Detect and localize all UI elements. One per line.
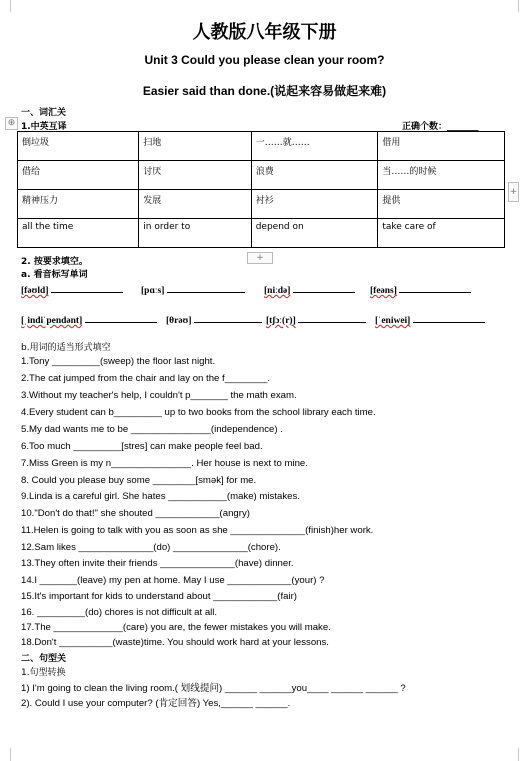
- vocab-table: [17, 131, 505, 248]
- sentence-item: 15.It's important for kids to understand about ____________(fair): [21, 591, 297, 602]
- table-cell[interactable]: in order to: [139, 219, 251, 248]
- table-row: [18, 132, 505, 161]
- phonetic-item: [pɑːs]: [141, 283, 245, 296]
- transform-question: 1) I'm going to clean the living room.( 划线提问) ______ ______you____ ______ ______ ?: [21, 683, 406, 694]
- table-cell[interactable]: 发展: [139, 190, 251, 219]
- unit-title: Unit 3 Could you please clean your room?: [144, 53, 385, 67]
- table-cell[interactable]: 借给: [18, 161, 139, 190]
- table-cell[interactable]: 扫地: [139, 132, 251, 161]
- sentence-item: 10."Don't do that!" she shouted ____________(angry): [21, 508, 250, 519]
- phonetic-item: [fəʊld]: [21, 283, 123, 296]
- phonetic-item: [ˌindiˈpendənt]: [21, 313, 157, 326]
- subsection-translation-heading: 1.中英互译: [21, 122, 67, 132]
- sentence-item: 8. Could you please buy some ________[smәk] for me.: [21, 475, 257, 486]
- sentence-item: 17.The _____________(care) you are, the fewer mistakes you will make.: [21, 622, 331, 633]
- page-title: 人教版八年级下册: [192, 22, 337, 43]
- table-cell[interactable]: 倒垃圾: [18, 132, 139, 161]
- add-row-button[interactable]: +: [247, 252, 273, 264]
- sentence-transform-heading: 1.句型转换: [21, 668, 66, 678]
- sentence-item: 1.Tony _________(sweep) the floor last night.: [21, 356, 216, 367]
- phonetics-heading: a. 看音标写单词: [21, 270, 88, 280]
- score-label: 正确个数：_______: [402, 122, 479, 132]
- sentence-item: 14.I _______(leave) my pen at home. May I use ____________(your) ?: [21, 575, 325, 586]
- sentence-item: 4.Every student can b_________ up to two books from the school library each time.: [21, 407, 376, 418]
- table-cell[interactable]: 衬衫: [251, 190, 378, 219]
- margin-mark-top-left: [10, 0, 11, 12]
- phonetic-item: [tʃɔː(r)]: [266, 313, 366, 326]
- table-cell[interactable]: 一……就……: [251, 132, 378, 161]
- margin-mark-top-right: [518, 0, 519, 12]
- add-column-button[interactable]: +: [508, 182, 519, 202]
- table-row: [18, 190, 505, 219]
- sentence-item: 7.Miss Green is my n_______________. Her house is next to mine.: [21, 458, 308, 469]
- table-cell[interactable]: 提供: [378, 190, 505, 219]
- section-sentence-heading: 二、句型关: [21, 654, 67, 664]
- margin-mark-bottom-left: [10, 748, 11, 761]
- table-cell[interactable]: 浪费: [251, 161, 378, 190]
- sentence-item: 5.My dad wants me to be _______________(independence) .: [21, 424, 283, 435]
- table-cell[interactable]: 当……的时候: [378, 161, 505, 190]
- phonetic-item: [feəns]: [370, 283, 471, 296]
- sentence-item: 12.Sam likes ______________(do) ______________(chore).: [21, 542, 281, 553]
- sentence-item: 18.Don't __________(waste)time. You should work hard at your lessons.: [21, 637, 329, 648]
- sentence-item: 3.Without my teacher's help, I couldn't p_______ the math exam.: [21, 390, 297, 401]
- phonetic-item: [θrəʊ]: [166, 313, 262, 326]
- table-cell[interactable]: take care of: [378, 219, 505, 248]
- table-move-handle[interactable]: ⊕: [5, 117, 18, 130]
- transform-question: 2). Could I use your computer? (肯定回答) Yes,______ ______.: [21, 698, 291, 709]
- table-cell[interactable]: 精神压力: [18, 190, 139, 219]
- sentence-item: 13.They often invite their friends ______________(have) dinner.: [21, 558, 294, 569]
- table-cell[interactable]: depend on: [251, 219, 378, 248]
- sentence-item: 16. _________(do) chores is not difficult at all.: [21, 607, 218, 618]
- sentence-item: 9.Linda is a careful girl. She hates ___________(make) mistakes.: [21, 491, 300, 502]
- subtitle: Easier said than done.(说起来容易做起来难): [142, 84, 387, 98]
- table-cell[interactable]: all the time: [18, 219, 139, 248]
- table-row: [18, 219, 505, 248]
- table-cell[interactable]: 借用: [378, 132, 505, 161]
- sentence-item: 2.The cat jumped from the chair and lay on the f________.: [21, 373, 271, 384]
- phonetic-item: [ˈeniwei]: [375, 313, 485, 326]
- section-fill-heading: 2. 按要求填空。: [21, 257, 88, 267]
- sentence-item: 6.Too much _________[stres] can make people feel bad.: [21, 441, 263, 452]
- word-form-heading: b.用词的适当形式填空: [21, 343, 111, 353]
- section-vocab-heading: 一、词汇关: [21, 108, 67, 118]
- phonetic-item: [niːdə]: [264, 283, 355, 296]
- table-row: [18, 161, 505, 190]
- table-cell[interactable]: 讨厌: [139, 161, 251, 190]
- sentence-item: 11.Helen is going to talk with you as soon as she ______________(finish)her work.: [21, 525, 374, 536]
- margin-mark-bottom-right: [518, 748, 519, 761]
